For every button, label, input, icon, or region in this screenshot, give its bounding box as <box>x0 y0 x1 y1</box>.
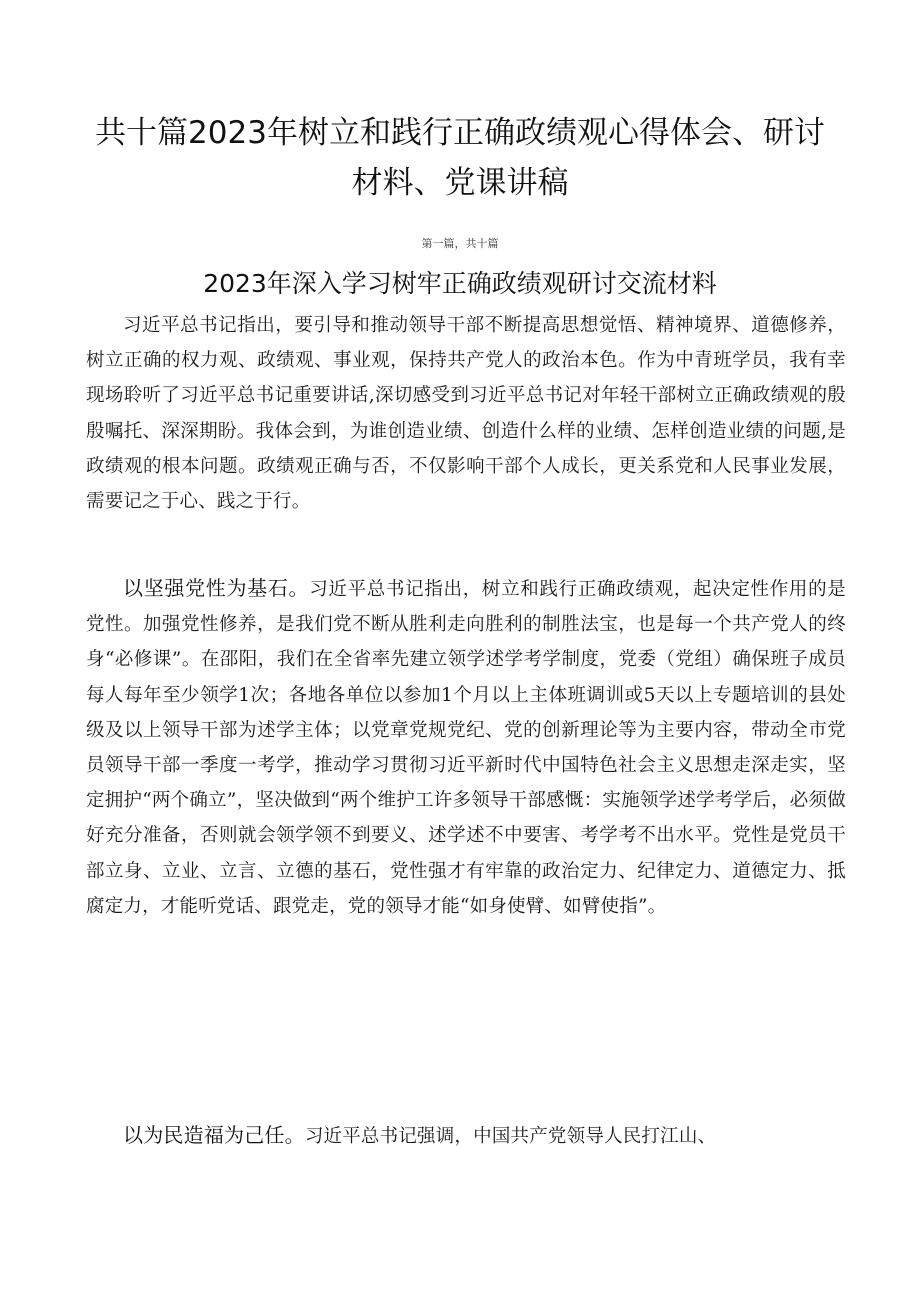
paragraph-text: 习近平总书记指出，树立和践行正确政绩观，起决定性作用的是党性。加强党性修养，是我们党不断从胜利走向胜利的制胜法宝，也是每一个共产党人的终身“必修课”。在邵阳，我们在全省率先建立领学述学考学制度，党委（党组）确保班子成员每人每年至少领学1次；各地各单位以参加1个月以上主体班调训或5天以上专题培训的县处级及以上领导干部为述学主体；以党章党规党纪、党的创新理论等为主要内容，带动全市党员领导干部一季度一考学，推动学习贯彻习近平新时代中国特色社会主义思想走深走实，坚定拥护“两个确立”，坚决做到“两个维护工许多领导干部感慨：实施领学述学考学后，必须做好充分准备，否则就会领学领不到要义、述学述不中要害、考学考不出水平。党性是党员干部立身、立业、立言、立德的基石，党性强才有牢靠的政治定力、纪律定力、道德定力、抵腐定力，才能听党话、跟党走，党的领导才能“如身使臂、如臂使指”。 <box>86 579 846 917</box>
paragraph <box>86 308 846 519</box>
paragraph-lead: 以为民造福为己任。 <box>123 1123 305 1147</box>
paragraph-lead: 以坚强党性为基石。 <box>123 576 310 600</box>
paragraph <box>86 1118 846 1154</box>
document-title: 共十篇2023年树立和践行正确政绩观心得体会、研讨材料、党课讲稿 <box>95 115 825 201</box>
paragraph-text: 习近平总书记强调，中国共产党领导人民打江山、 <box>304 1126 717 1147</box>
paragraph-serve-people <box>86 1118 846 1154</box>
paragraph-party-spirit <box>86 571 846 924</box>
section-title: 2023年深入学习树牢正确政绩观研讨交流材料 <box>203 269 717 298</box>
paragraph <box>86 571 846 924</box>
paragraph-text: 习近平总书记指出，要引导和推动领导干部不断提高思想觉悟、精神境界、道德修养，树立正确的权力观、政绩观、事业观，保持共产党人的政治本色。作为中青班学员，我有幸现场聆听了习近平总书记重要讲话,深切感受到习近平总书记对年轻干部树立正确政绩观的殷殷嘱托、深深期盼。我体会到，为谁创造业绩、创造什么样的业绩、怎样创造业绩的问题,是政绩观的根本问题。政绩观正确与否，不仅影响干部个人成长，更关系党和人民事业发展，需要记之于心、践之于行。 <box>86 315 846 513</box>
part-label: 第一篇，共十篇 <box>421 237 499 250</box>
paragraph-intro <box>86 308 846 519</box>
